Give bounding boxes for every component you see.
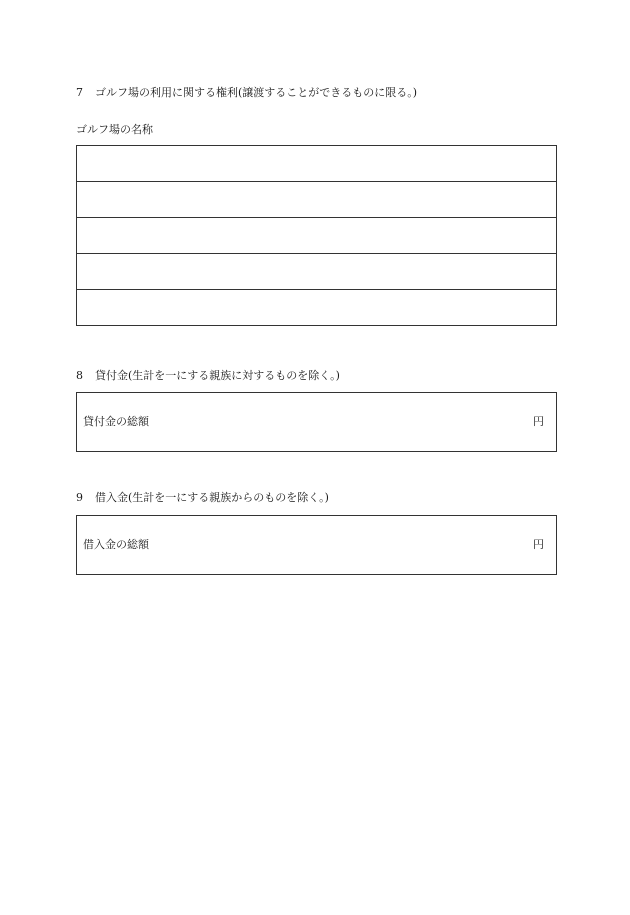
- golf-course-name-cell-5[interactable]: [77, 290, 557, 326]
- section-9-number: 9: [76, 491, 83, 504]
- section-7-title: ゴルフ場の利用に関する権利(譲渡することができるものに限る。): [95, 86, 418, 99]
- table-row: [77, 254, 557, 290]
- loan-receivable-total-label: 貸付金の総額: [83, 415, 149, 428]
- borrowing-total-box[interactable]: [76, 515, 557, 575]
- table-row: [77, 290, 557, 326]
- borrowing-yen-unit: 円: [533, 538, 544, 551]
- golf-course-name-cell-2[interactable]: [77, 182, 557, 218]
- loan-receivable-yen-unit: 円: [533, 415, 544, 428]
- section-8-heading: [76, 369, 340, 383]
- golf-course-name-cell-4[interactable]: [77, 254, 557, 290]
- golf-course-name-cell-3[interactable]: [77, 218, 557, 254]
- section-8-title: 貸付金(生計を一にする親族に対するものを除く。): [95, 369, 340, 382]
- section-7-heading: [76, 86, 417, 100]
- section-9-title: 借入金(生計を一にする親族からのものを除く。): [95, 491, 329, 504]
- section-8-number: 8: [76, 369, 83, 382]
- borrowing-total-label: 借入金の総額: [83, 538, 149, 551]
- table-row: [77, 182, 557, 218]
- golf-course-name-label: ゴルフ場の名称: [76, 123, 153, 136]
- loan-receivable-total-box[interactable]: [76, 392, 557, 452]
- golf-course-name-table: [76, 145, 557, 326]
- section-7-number: 7: [76, 86, 83, 99]
- golf-course-name-cell-1[interactable]: [77, 146, 557, 182]
- section-9-heading: [76, 491, 329, 505]
- table-row: [77, 218, 557, 254]
- table-row: [77, 146, 557, 182]
